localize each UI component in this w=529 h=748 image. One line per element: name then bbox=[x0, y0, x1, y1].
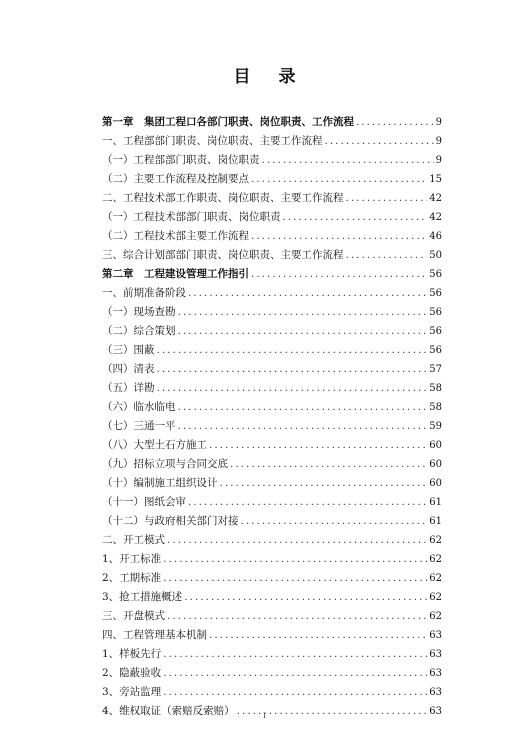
toc-entry-page: 62 bbox=[429, 535, 442, 546]
toc-entry-page: 56 bbox=[429, 288, 442, 299]
toc-dot-leader bbox=[157, 360, 428, 379]
toc-entry-page: 42 bbox=[429, 212, 442, 223]
toc-entry[interactable] bbox=[102, 322, 442, 341]
title-char-1: 目 bbox=[233, 67, 251, 87]
toc-entry[interactable] bbox=[102, 151, 442, 170]
toc-entry[interactable] bbox=[102, 550, 442, 569]
toc-entry-page: 63 bbox=[429, 630, 442, 641]
toc-dot-leader bbox=[167, 607, 427, 626]
toc-entry-page: 56 bbox=[429, 269, 442, 280]
toc-entry-label: （九）招标立项与合同交底 bbox=[102, 458, 228, 470]
toc-chapter-entry[interactable] bbox=[102, 113, 442, 132]
toc-entry-page: 58 bbox=[429, 402, 442, 413]
table-of-contents bbox=[102, 113, 442, 721]
toc-entry[interactable] bbox=[102, 569, 442, 588]
toc-entry-label: 二、开工模式 bbox=[102, 534, 165, 546]
toc-dot-leader bbox=[178, 303, 428, 322]
toc-entry-page: 9 bbox=[435, 117, 442, 128]
toc-entry[interactable] bbox=[102, 512, 442, 531]
toc-entry-label: 一、前期准备阶段 bbox=[102, 287, 186, 299]
toc-entry-page: 62 bbox=[429, 611, 442, 622]
toc-entry-label: 4、维权取证（索赔反索赔） bbox=[102, 705, 235, 717]
toc-chapter-entry[interactable] bbox=[102, 265, 442, 284]
toc-entry[interactable] bbox=[102, 284, 442, 303]
toc-dot-leader bbox=[241, 512, 428, 531]
toc-entry-label: 第一章 集团工程口各部门职责、岗位职责、工作流程 bbox=[102, 116, 354, 128]
toc-entry-label: （二）主要工作流程及控制要点 bbox=[102, 173, 249, 185]
toc-dot-leader bbox=[163, 683, 427, 702]
toc-entry-label: 三、综合计划部部门职责、岗位职责、主要工作流程 bbox=[102, 249, 344, 261]
toc-dot-leader bbox=[163, 569, 427, 588]
toc-entry-label: （二）综合策划 bbox=[102, 325, 176, 337]
toc-dot-leader bbox=[262, 151, 434, 170]
toc-entry[interactable] bbox=[102, 132, 442, 151]
toc-dot-leader bbox=[283, 208, 428, 227]
toc-entry-page: 63 bbox=[429, 687, 442, 698]
toc-entry-label: （二）工程技术部主要工作流程 bbox=[102, 230, 249, 242]
toc-entry-page: 9 bbox=[435, 136, 442, 147]
toc-entry-label: （七）三通一平 bbox=[102, 420, 176, 432]
toc-entry-page: 62 bbox=[429, 573, 442, 584]
toc-entry-page: 60 bbox=[429, 478, 442, 489]
toc-dot-leader bbox=[157, 379, 428, 398]
toc-entry-label: （五）详勘 bbox=[102, 382, 155, 394]
toc-dot-leader bbox=[230, 455, 427, 474]
toc-entry-label: 一、工程部部门职责、岗位职责、主要工作流程 bbox=[102, 135, 323, 147]
toc-dot-leader bbox=[220, 474, 428, 493]
toc-entry[interactable] bbox=[102, 379, 442, 398]
toc-entry-page: 60 bbox=[429, 459, 442, 470]
toc-entry-label: （十）编制施工组织设计 bbox=[102, 477, 218, 489]
toc-entry[interactable] bbox=[102, 246, 442, 265]
toc-entry-page: 58 bbox=[429, 383, 442, 394]
toc-entry[interactable] bbox=[102, 360, 442, 379]
toc-dot-leader bbox=[178, 322, 428, 341]
toc-entry-page: 57 bbox=[429, 364, 442, 375]
toc-entry-label: （一）工程技术部部门职责、岗位职责 bbox=[102, 211, 281, 223]
toc-dot-leader bbox=[163, 664, 427, 683]
toc-dot-leader bbox=[209, 626, 427, 645]
toc-entry[interactable] bbox=[102, 341, 442, 360]
toc-entry[interactable] bbox=[102, 398, 442, 417]
toc-dot-leader bbox=[178, 417, 428, 436]
toc-entry-label: 四、工程管理基本机制 bbox=[102, 629, 207, 641]
toc-entry-page: 59 bbox=[429, 421, 442, 432]
toc-entry[interactable] bbox=[102, 417, 442, 436]
toc-entry[interactable] bbox=[102, 531, 442, 550]
toc-dot-leader bbox=[251, 265, 427, 284]
toc-entry[interactable] bbox=[102, 208, 442, 227]
toc-entry-page: 62 bbox=[429, 554, 442, 565]
toc-dot-leader bbox=[184, 588, 427, 607]
toc-dot-leader bbox=[251, 170, 427, 189]
toc-entry[interactable] bbox=[102, 170, 442, 189]
toc-dot-leader bbox=[163, 645, 427, 664]
toc-entry-page: 46 bbox=[429, 231, 442, 242]
page-title bbox=[0, 62, 529, 87]
toc-dot-leader bbox=[188, 493, 427, 512]
toc-entry[interactable] bbox=[102, 455, 442, 474]
toc-entry-page: 9 bbox=[435, 155, 442, 166]
toc-dot-leader bbox=[178, 398, 428, 417]
toc-entry-label: （三）围蔽 bbox=[102, 344, 155, 356]
toc-entry-page: 63 bbox=[429, 649, 442, 660]
toc-entry[interactable] bbox=[102, 607, 442, 626]
toc-dot-leader bbox=[163, 550, 427, 569]
toc-entry-page: 61 bbox=[429, 497, 442, 508]
toc-entry-page: 63 bbox=[429, 668, 442, 679]
toc-entry-label: （八）大型土石方施工 bbox=[102, 439, 207, 451]
toc-entry[interactable] bbox=[102, 227, 442, 246]
toc-entry-page: 42 bbox=[429, 193, 442, 204]
toc-dot-leader bbox=[157, 341, 428, 360]
toc-entry-label: 3、旁站监理 bbox=[102, 686, 162, 698]
toc-entry-label: 第二章 工程建设管理工作指引 bbox=[102, 268, 249, 280]
toc-entry[interactable] bbox=[102, 626, 442, 645]
toc-entry-page: 15 bbox=[429, 174, 442, 185]
toc-dot-leader bbox=[346, 246, 428, 265]
toc-entry-page: 63 bbox=[429, 706, 442, 717]
toc-entry-label: 1、开工标准 bbox=[102, 553, 162, 565]
toc-entry-label: （六）临水临电 bbox=[102, 401, 176, 413]
toc-entry-label: 3、抢工措施概述 bbox=[102, 591, 183, 603]
toc-entry[interactable] bbox=[102, 189, 442, 208]
toc-entry-page: 50 bbox=[429, 250, 442, 261]
toc-entry[interactable] bbox=[102, 664, 442, 683]
toc-entry-page: 62 bbox=[429, 592, 442, 603]
toc-entry[interactable] bbox=[102, 303, 442, 322]
toc-dot-leader bbox=[188, 284, 427, 303]
toc-entry[interactable] bbox=[102, 683, 442, 702]
toc-entry[interactable] bbox=[102, 588, 442, 607]
toc-dot-leader bbox=[356, 113, 434, 132]
toc-entry-label: （十一）图纸会审 bbox=[102, 496, 186, 508]
title-char-2: 录 bbox=[278, 67, 296, 87]
toc-entry-page: 56 bbox=[429, 345, 442, 356]
toc-entry-label: （四）清表 bbox=[102, 363, 155, 375]
toc-entry[interactable] bbox=[102, 493, 442, 512]
toc-entry-label: （一）现场查勘 bbox=[102, 306, 176, 318]
toc-entry-label: 1、样板先行 bbox=[102, 648, 162, 660]
toc-entry-page: 56 bbox=[429, 326, 442, 337]
toc-dot-leader bbox=[209, 436, 427, 455]
toc-dot-leader bbox=[325, 132, 434, 151]
toc-dot-leader bbox=[346, 189, 428, 208]
toc-entry[interactable] bbox=[102, 645, 442, 664]
toc-entry-label: （一）工程部部门职责、岗位职责 bbox=[102, 154, 260, 166]
toc-entry-label: 2、工期标准 bbox=[102, 572, 162, 584]
toc-entry[interactable] bbox=[102, 436, 442, 455]
page-number: I bbox=[263, 712, 266, 720]
toc-dot-leader bbox=[251, 227, 427, 246]
toc-entry[interactable] bbox=[102, 474, 442, 493]
toc-entry-label: 2、隐蔽验收 bbox=[102, 667, 162, 679]
toc-entry-page: 56 bbox=[429, 307, 442, 318]
toc-entry-label: （十二）与政府相关部门对接 bbox=[102, 515, 239, 527]
toc-dot-leader bbox=[167, 531, 427, 550]
toc-entry-page: 61 bbox=[429, 516, 442, 527]
toc-entry-page: 60 bbox=[429, 440, 442, 451]
toc-entry-label: 三、开盘模式 bbox=[102, 610, 165, 622]
toc-entry-label: 二、工程技术部工作职责、岗位职责、主要工作流程 bbox=[102, 192, 344, 204]
